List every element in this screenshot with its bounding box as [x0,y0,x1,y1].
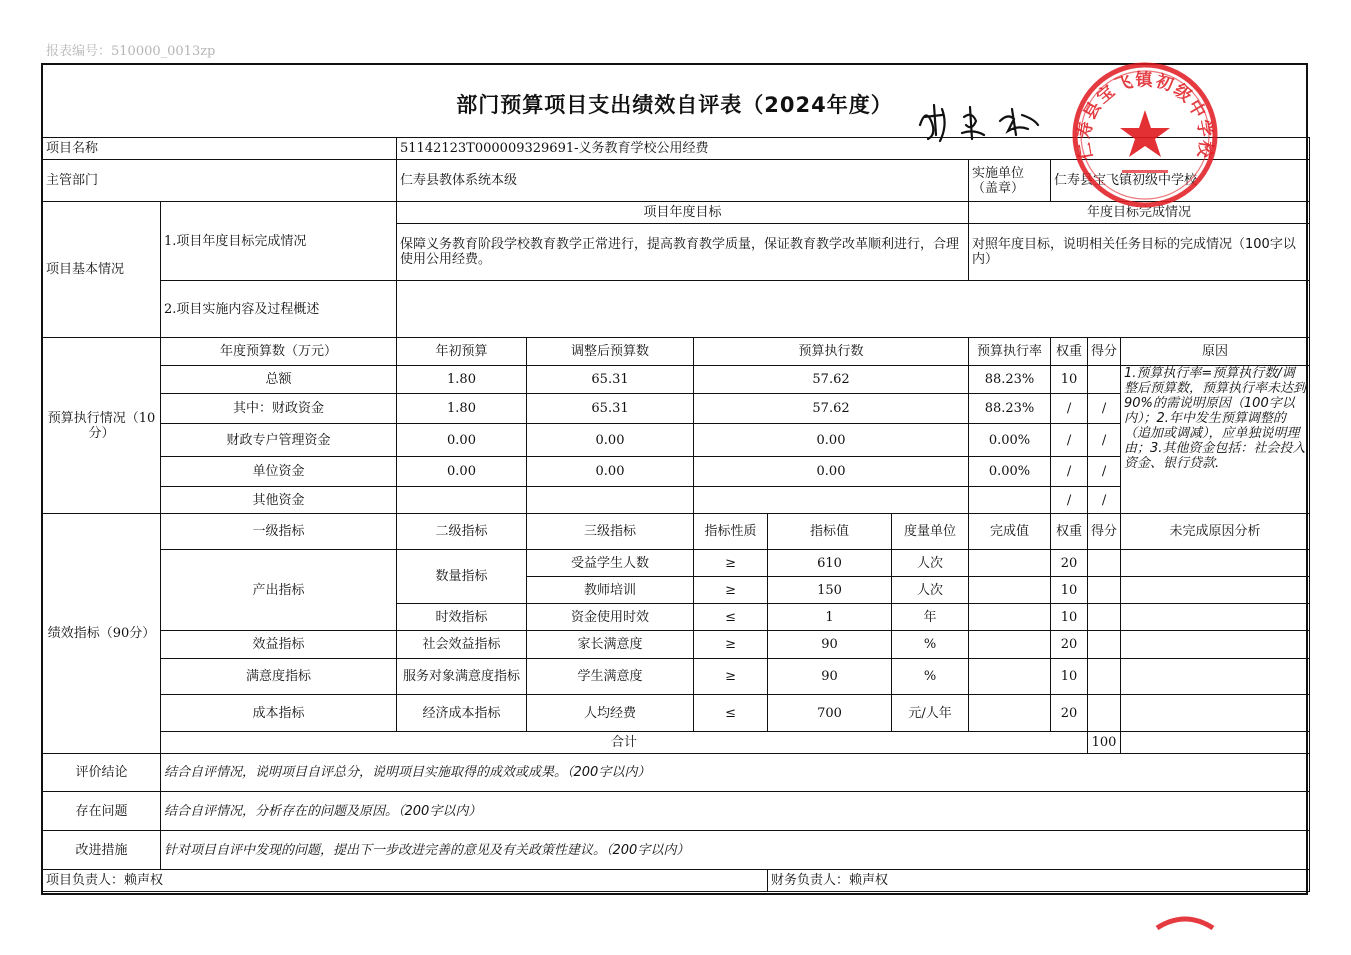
perf-header-value: 指标值 [768,514,892,550]
basic-item2-value [397,281,1310,338]
performance-section-label: 绩效指标（90分） [43,514,161,754]
perf-header-l2: 二级指标 [397,514,527,550]
perf-row-weight: 10 [1051,577,1088,604]
budget-row-label: 总额 [161,366,397,394]
perf-row-reason [1121,604,1310,631]
budget-header-score: 得分 [1088,338,1121,366]
issue-label: 存在问题 [43,792,161,831]
budget-row-executed: 0.00 [694,457,969,487]
budget-header-adjusted: 调整后预算数 [527,338,694,366]
project-owner: 项目负责人：赖声权 [43,870,768,892]
perf-l2-timeliness: 时效指标 [397,604,527,631]
perf-row-weight: 20 [1051,631,1088,659]
eval-label: 评价结论 [43,754,161,792]
goal-header: 项目年度目标 [397,202,969,224]
perf-row-score [1088,550,1121,577]
total-weight: 100 [1088,732,1121,754]
perf-row-l3: 人均经费 [527,695,694,732]
perf-l1-satisfaction: 满意度指标 [161,659,397,695]
perf-row-weight: 20 [1051,550,1088,577]
issue-text: 结合自评情况，分析存在的问题及原因。（200字以内） [161,792,1310,831]
budget-row-initial: 0.00 [397,424,527,457]
budget-row-score: / [1088,424,1121,457]
perf-row-unit: 人次 [892,550,969,577]
perf-l2-quantity: 数量指标 [397,550,527,604]
perf-row-done [969,695,1051,732]
perf-header-unit: 度量单位 [892,514,969,550]
perf-row-score [1088,604,1121,631]
impl-unit-value: 仁寿县宝飞镇初级中学校 [1051,160,1310,202]
perf-row-score [1088,659,1121,695]
measure-text: 针对项目自评中发现的问题，提出下一步改进完善的意见及有关政策性建议。（200字以内） [161,831,1310,870]
budget-row-rate: 0.00% [969,457,1051,487]
page-title: 部门预算项目支出绩效自评表（2024年度） [456,93,893,117]
budget-row-initial: 1.80 [397,366,527,394]
perf-header-l3: 三级指标 [527,514,694,550]
project-name-value: 51142123T000009329691-义务教育学校公用经费 [397,138,1310,160]
budget-row-weight: / [1051,457,1088,487]
perf-row-value: 150 [768,577,892,604]
budget-header-executed: 预算执行数 [694,338,969,366]
perf-row-l3: 资金使用时效 [527,604,694,631]
budget-row-rate: 88.23% [969,394,1051,424]
svg-text:仁寿县宝飞镇初级中学校: 仁寿县宝飞镇初级中学校 [1074,70,1216,162]
perf-row-done [969,577,1051,604]
completion-text: 对照年度目标，说明相关任务目标的完成情况（100字以内） [969,224,1310,281]
budget-header-year: 年度预算数（万元） [161,338,397,366]
budget-row-rate: 0.00% [969,424,1051,457]
budget-row-adjusted: 65.31 [527,394,694,424]
perf-row-done [969,659,1051,695]
perf-row-value: 610 [768,550,892,577]
project-name-label: 项目名称 [43,138,397,160]
budget-row-score: / [1088,487,1121,514]
perf-row-unit: 年 [892,604,969,631]
perf-row-unit: 人次 [892,577,969,604]
budget-row-executed [694,487,969,514]
impl-unit-label: 实施单位（盖章） [969,160,1051,202]
budget-row-initial: 0.00 [397,457,527,487]
perf-l2-service: 服务对象满意度指标 [397,659,527,695]
eval-text: 结合自评情况，说明项目自评总分，说明项目实施取得的成效或成果。（200字以内） [161,754,1310,792]
budget-row-label: 其他资金 [161,487,397,514]
perf-row-reason [1121,631,1310,659]
goal-text: 保障义务教育阶段学校教育教学正常进行，提高教育教学质量，保证教育教学改革顺利进行，合理使用公用经费。 [397,224,969,281]
budget-row-label: 其中：财政资金 [161,394,397,424]
perf-row-unit: % [892,659,969,695]
budget-row-adjusted: 0.00 [527,457,694,487]
perf-l2-economic: 经济成本指标 [397,695,527,732]
perf-row-op: ≤ [694,695,768,732]
perf-row-score [1088,631,1121,659]
budget-row-score: / [1088,394,1121,424]
perf-row-done [969,604,1051,631]
perf-row-l3: 学生满意度 [527,659,694,695]
report-number: 报表编号：510000_0013zp [46,44,216,59]
dept-label: 主管部门 [43,160,397,202]
budget-row-initial: 1.80 [397,394,527,424]
perf-l1-output: 产出指标 [161,550,397,631]
evaluation-table [42,137,1310,892]
measure-label: 改进措施 [43,831,161,870]
basic-section-label: 项目基本情况 [43,202,161,338]
budget-row-adjusted [527,487,694,514]
budget-header-weight: 权重 [1051,338,1088,366]
perf-row-reason [1121,695,1310,732]
perf-row-op: ≥ [694,659,768,695]
budget-row-adjusted: 65.31 [527,366,694,394]
budget-row-adjusted: 0.00 [527,424,694,457]
perf-row-unit: 元/人年 [892,695,969,732]
perf-row-reason [1121,577,1310,604]
perf-row-value: 700 [768,695,892,732]
perf-header-reason: 未完成原因分析 [1121,514,1310,550]
perf-row-op: ≥ [694,631,768,659]
budget-row-executed: 0.00 [694,424,969,457]
budget-reason-note: 1.预算执行率=预算执行数/调整后预算数，预算执行率未达到90%的需说明原因（100字以内）；2.年中发生预算调整的（追加或调减），应单独说明理由；3.其他资金包括：社会投入资金、银行贷款. [1121,366,1310,514]
budget-row-rate [969,487,1051,514]
budget-row-weight: 10 [1051,366,1088,394]
perf-row-done [969,631,1051,659]
budget-row-executed: 57.62 [694,394,969,424]
budget-header-rate: 预算执行率 [969,338,1051,366]
perf-header-done: 完成值 [969,514,1051,550]
budget-row-weight: / [1051,394,1088,424]
perf-row-unit: % [892,631,969,659]
dept-value: 仁寿县教体系统本级 [397,160,969,202]
budget-row-score [1088,366,1121,394]
perf-row-score [1088,695,1121,732]
perf-row-reason [1121,550,1310,577]
perf-row-op: ≤ [694,604,768,631]
total-score [1121,732,1310,754]
perf-row-weight: 10 [1051,604,1088,631]
budget-header-initial: 年初预算 [397,338,527,366]
perf-row-weight: 10 [1051,659,1088,695]
budget-section-label: 预算执行情况（10分） [43,338,161,514]
perf-row-weight: 20 [1051,695,1088,732]
total-label: 合计 [161,732,1088,754]
perf-header-score: 得分 [1088,514,1121,550]
perf-l1-benefit: 效益指标 [161,631,397,659]
perf-row-l3: 家长满意度 [527,631,694,659]
perf-row-value: 90 [768,631,892,659]
budget-row-initial [397,487,527,514]
finance-owner: 财务负责人：赖声权 [768,870,1310,892]
perf-l1-cost: 成本指标 [161,695,397,732]
seal-fragment [1155,910,1215,930]
perf-row-l3: 教师培训 [527,577,694,604]
perf-row-score [1088,577,1121,604]
budget-row-weight: / [1051,424,1088,457]
perf-row-op: ≥ [694,550,768,577]
perf-row-done [969,550,1051,577]
budget-row-label: 财政专户管理资金 [161,424,397,457]
budget-row-rate: 88.23% [969,366,1051,394]
basic-item2-label: 2.项目实施内容及过程概述 [161,281,397,338]
perf-header-nature: 指标性质 [694,514,768,550]
perf-row-value: 90 [768,659,892,695]
completion-header: 年度目标完成情况 [969,202,1310,224]
budget-row-score: / [1088,457,1121,487]
perf-row-value: 1 [768,604,892,631]
basic-item1-label: 1.项目年度目标完成情况 [161,202,397,281]
perf-header-l1: 一级指标 [161,514,397,550]
budget-header-reason: 原因 [1121,338,1310,366]
perf-header-weight: 权重 [1051,514,1088,550]
budget-row-executed: 57.62 [694,366,969,394]
perf-row-reason [1121,659,1310,695]
perf-row-l3: 受益学生人数 [527,550,694,577]
self-evaluation-sheet [41,63,1308,895]
perf-row-op: ≥ [694,577,768,604]
perf-l2-social: 社会效益指标 [397,631,527,659]
budget-row-weight: / [1051,487,1088,514]
budget-row-label: 单位资金 [161,457,397,487]
